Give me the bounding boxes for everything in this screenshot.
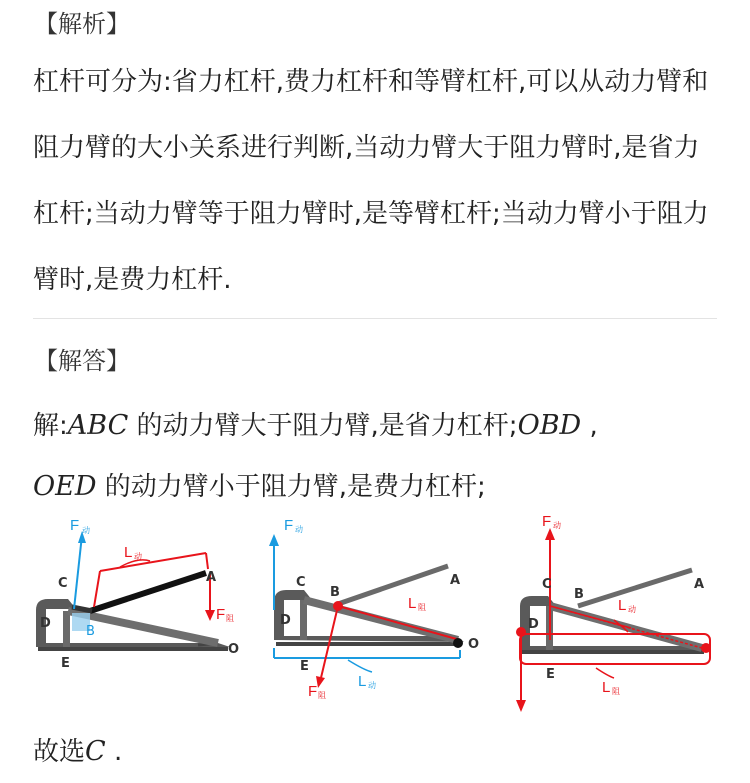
answer-line2-text: 的动力臂小于阻力臂,是费力杠杆; xyxy=(96,472,486,502)
pt-c: C xyxy=(58,576,68,591)
pt-o: O xyxy=(228,642,240,657)
label-f-zu: F xyxy=(216,606,226,623)
sub-dong-3: 动 xyxy=(295,525,303,534)
pt-o: O xyxy=(468,637,480,652)
math-abc: ABC xyxy=(67,410,129,441)
sub-zu-3: 阻 xyxy=(318,691,326,700)
answer-line-1 xyxy=(33,405,598,442)
label-f-zu: F xyxy=(308,683,318,700)
pt-b: B xyxy=(574,587,584,602)
lever-diagram-obd xyxy=(268,510,493,700)
pt-a: A xyxy=(206,570,217,585)
sub-zu-1: 阻 xyxy=(226,614,234,623)
label-l-dong: L xyxy=(358,673,367,690)
sub-dong-2: 动 xyxy=(134,552,142,561)
pt-e: E xyxy=(61,656,70,671)
pt-c: C xyxy=(542,577,552,592)
answer-line1-suffix: , xyxy=(581,411,598,441)
conclusion-prefix: 故选 xyxy=(33,737,86,767)
sub-dong-4: 动 xyxy=(368,681,376,690)
pt-d: D xyxy=(280,613,291,628)
answer-prefix: 解: xyxy=(33,411,68,441)
label-l-dong: L xyxy=(618,597,627,614)
pt-d: D xyxy=(528,617,539,632)
lever-arm-ba xyxy=(578,570,692,606)
force-arrow-dong xyxy=(74,535,82,609)
pt-a: A xyxy=(694,577,705,592)
sub-dong-6: 动 xyxy=(628,605,636,614)
sub-dong-1: 动 xyxy=(82,526,90,535)
lever-diagram-abc xyxy=(28,515,268,685)
analysis-title: 【解析】 xyxy=(34,10,130,38)
pt-d: D xyxy=(40,616,51,631)
pt-b: B xyxy=(330,585,340,600)
lever-arm-ab xyxy=(90,573,206,611)
answer-line1-mid: 的动力臂大于阻力臂,是省力杠杆; xyxy=(128,411,518,441)
label-f-dong: F xyxy=(284,517,294,534)
sub-dong-5: 动 xyxy=(553,521,561,530)
pt-b: B xyxy=(86,624,95,639)
lever-base xyxy=(36,599,230,649)
pt-c: C xyxy=(296,575,306,590)
analysis-text: 杠杆可分为:省力杠杆,费力杠杆和等臂杠杆,可以从动力臂和阻力臂的大小关系进行判断,当动力臂大于阻力臂时,是省力杠杆;当动力臂等于阻力臂时,是等臂杠杆;当动力臂小于阻力臂时,是费力杠杆. xyxy=(33,67,709,295)
sub-zu-2: 阻 xyxy=(418,603,426,612)
section-divider xyxy=(33,318,717,319)
math-c: C xyxy=(85,736,106,767)
lever-diagram-oed xyxy=(506,510,726,715)
pt-e: E xyxy=(546,667,555,682)
math-obd: OBD xyxy=(517,410,582,441)
lever-arm-ba xyxy=(338,566,448,604)
label-f-dong: F xyxy=(542,513,552,530)
answer-conclusion xyxy=(33,731,122,768)
label-l-dong: L xyxy=(124,544,133,561)
lever-base xyxy=(274,590,464,644)
conclusion-suffix: . xyxy=(105,737,123,767)
sub-zu-4: 阻 xyxy=(612,687,620,696)
answer-title: 【解答】 xyxy=(34,347,130,375)
label-l-zu: L xyxy=(602,679,611,696)
label-f-dong: F xyxy=(70,517,80,534)
label-l-zu: L xyxy=(408,595,417,612)
pt-e: E xyxy=(300,659,309,674)
pt-a: A xyxy=(450,573,461,588)
math-oed: OED xyxy=(33,471,97,502)
answer-line-2 xyxy=(33,466,486,503)
